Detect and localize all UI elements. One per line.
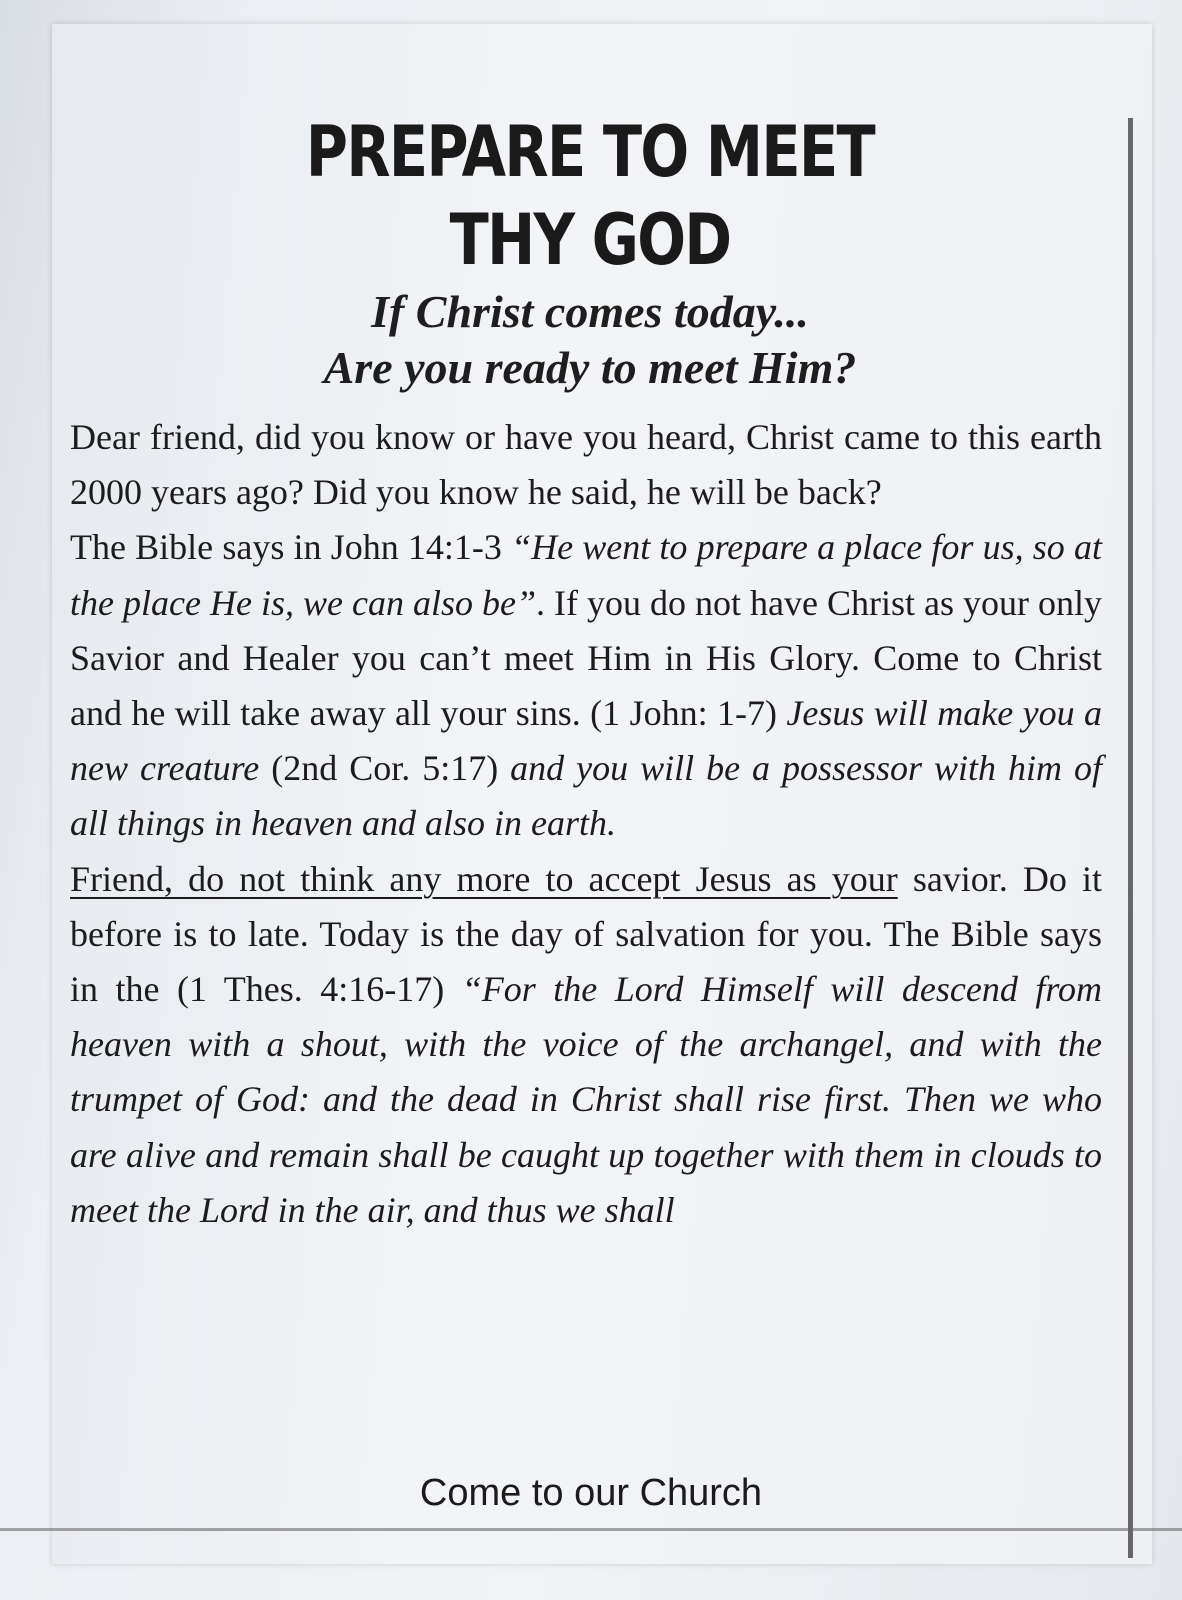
footer-church-line: Come to our Church [419,1472,763,1514]
flyer-subtitle-line-1: If Christ comes today... [371,286,809,337]
text-segment: (2nd Cor. 5:17) [259,748,511,789]
flyer-subtitle-line-2: Are you ready to meet Him? [323,342,857,393]
emphasis-text: Jesus will make you a new creature [70,693,1102,789]
underlined-text: Friend, do not think any more to accept Jesus as your [70,858,898,899]
text-segment: The Bible says in John 14:1-3 [70,527,512,568]
scripture-quote: “For the Lord Himself will descend from heaven with a shout, with the voice of the archangel, and with the trumpet of God: and the dead in Christ shall rise first. Then we who are alive and remain shall be caught up together with them in clouds to meet the Lord in the air, and thus we shall [70,969,1102,1230]
flyer-title-line-1: PREPARE TO MEET [305,111,875,193]
paragraph-intro: Dear friend, did you know or have you heard, Christ came to this earth 2000 years ago? Did you know he said, he will be back? [70,417,1102,513]
scripture-quote: “He went to prepare a place for us, so at the place He is, we can also be” [70,527,1102,623]
text-segment: savior. Do it before is to late. Today is the day of salvation for you. The Bible says in the (1 Thes. 4:16-17) [70,858,1102,1010]
paragraph-thessalonians [70,852,1102,1238]
flyer-content [70,108,1110,1238]
flyer-title-line-2: THY GOD [449,199,731,281]
flyer-body [70,410,1110,1238]
emphasis-text: and you will be a possessor with him of all things in heaven and also in earth. [70,748,1102,844]
paragraph-john [70,520,1102,851]
bottom-border-line [0,1528,1182,1531]
right-border-line [1128,118,1133,1558]
text-segment: . If you do not have Christ as your only Savior and Healer you can’t meet Him in His Glory. Come to Christ and he will take away all your sins. (1 John: 1-7) [70,582,1102,734]
